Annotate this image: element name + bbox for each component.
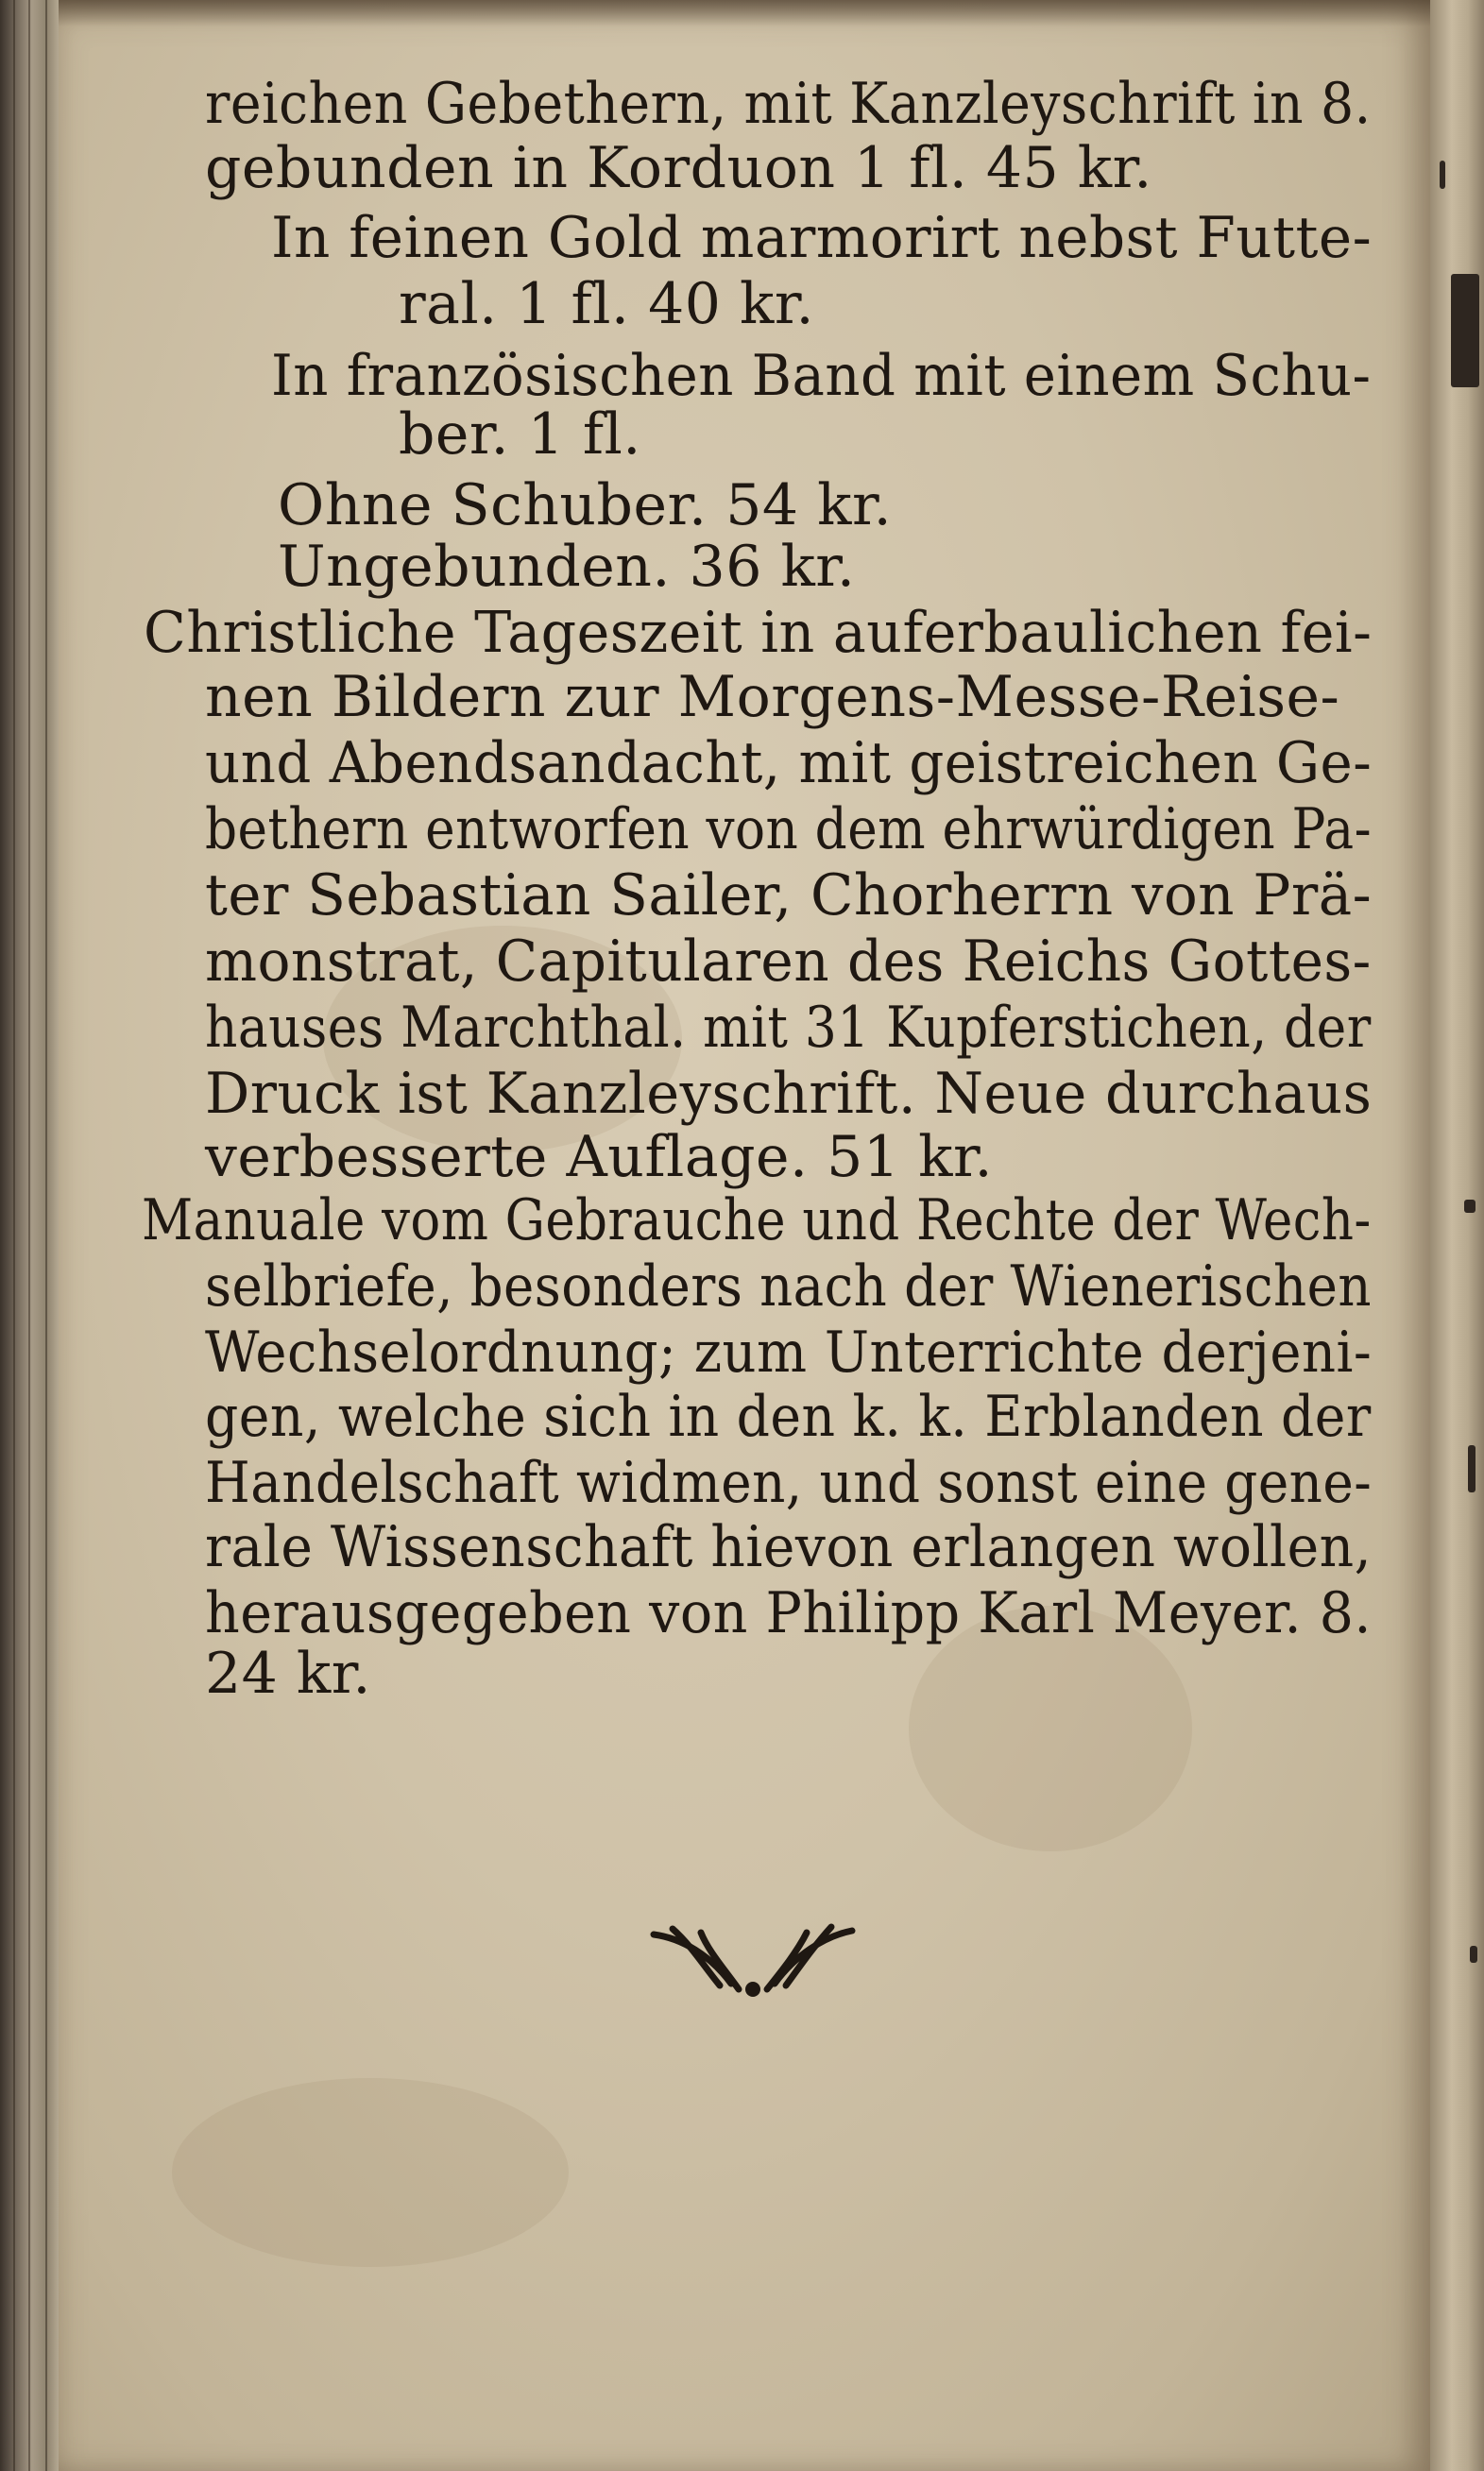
text-line: ber. 1 fl. — [399, 401, 641, 468]
text-line: ral. 1 fl. 40 kr. — [399, 271, 815, 337]
text-line: Druck ist Kanzleyschrift. Neue durchaus — [205, 1061, 1373, 1127]
text-line: ter Sebastian Sailer, Chorherrn von Prä- — [205, 862, 1373, 929]
text-line: Manuale vom Gebrauche und Rechte der Wech- — [142, 1187, 1372, 1253]
text-line: herausgegeben von Philipp Karl Meyer. 8. — [205, 1580, 1373, 1646]
text-line: In französischen Band mit einem Schu- — [271, 343, 1372, 409]
text-line: nen Bildern zur Morgens-Messe-Reise- — [205, 664, 1340, 730]
text-line: bethern entworfen von dem ehrwürdigen Pa- — [205, 796, 1373, 862]
text-line: rale Wissenschaft hievon erlangen wollen, — [205, 1514, 1373, 1580]
text-line: selbriefe, besonders nach der Wienerischen — [205, 1253, 1372, 1320]
text-line: 24 kr. — [205, 1641, 371, 1707]
text-line: hauses Marchthal. mit 31 Kupferstichen, der — [205, 995, 1372, 1061]
book-spine-edge — [0, 0, 59, 2471]
text-line: monstrat, Capitularen des Reichs Gottes- — [205, 929, 1372, 995]
book-fore-edge — [1430, 0, 1484, 2471]
fleuron-ornament-icon — [644, 1917, 861, 2002]
page-top-shadow — [59, 0, 1430, 26]
text-line: gebunden in Korduon 1 fl. 45 kr. — [205, 135, 1152, 201]
text-line: und Abendsandacht, mit geistreichen Ge- — [205, 730, 1373, 796]
text-line: Ohne Schuber. 54 kr. — [278, 472, 893, 538]
text-line: Christliche Tageszeit in auferbaulichen fei- — [144, 600, 1373, 666]
text-line: verbesserte Auflage. 51 kr. — [205, 1124, 994, 1190]
text-line: In feinen Gold marmorirt nebst Futte- — [271, 205, 1373, 271]
text-line: gen, welche sich in den k. k. Erblanden der — [205, 1384, 1372, 1450]
text-line: reichen Gebethern, mit Kanzleyschrift in 8. — [205, 71, 1372, 137]
text-line: Handelschaft widmen, und sonst eine gene- — [205, 1450, 1373, 1516]
book-page — [59, 0, 1430, 2471]
text-line: Ungebunden. 36 kr. — [278, 534, 856, 600]
text-line: Wechselordnung; zum Unterrichte derjeni- — [205, 1320, 1373, 1386]
